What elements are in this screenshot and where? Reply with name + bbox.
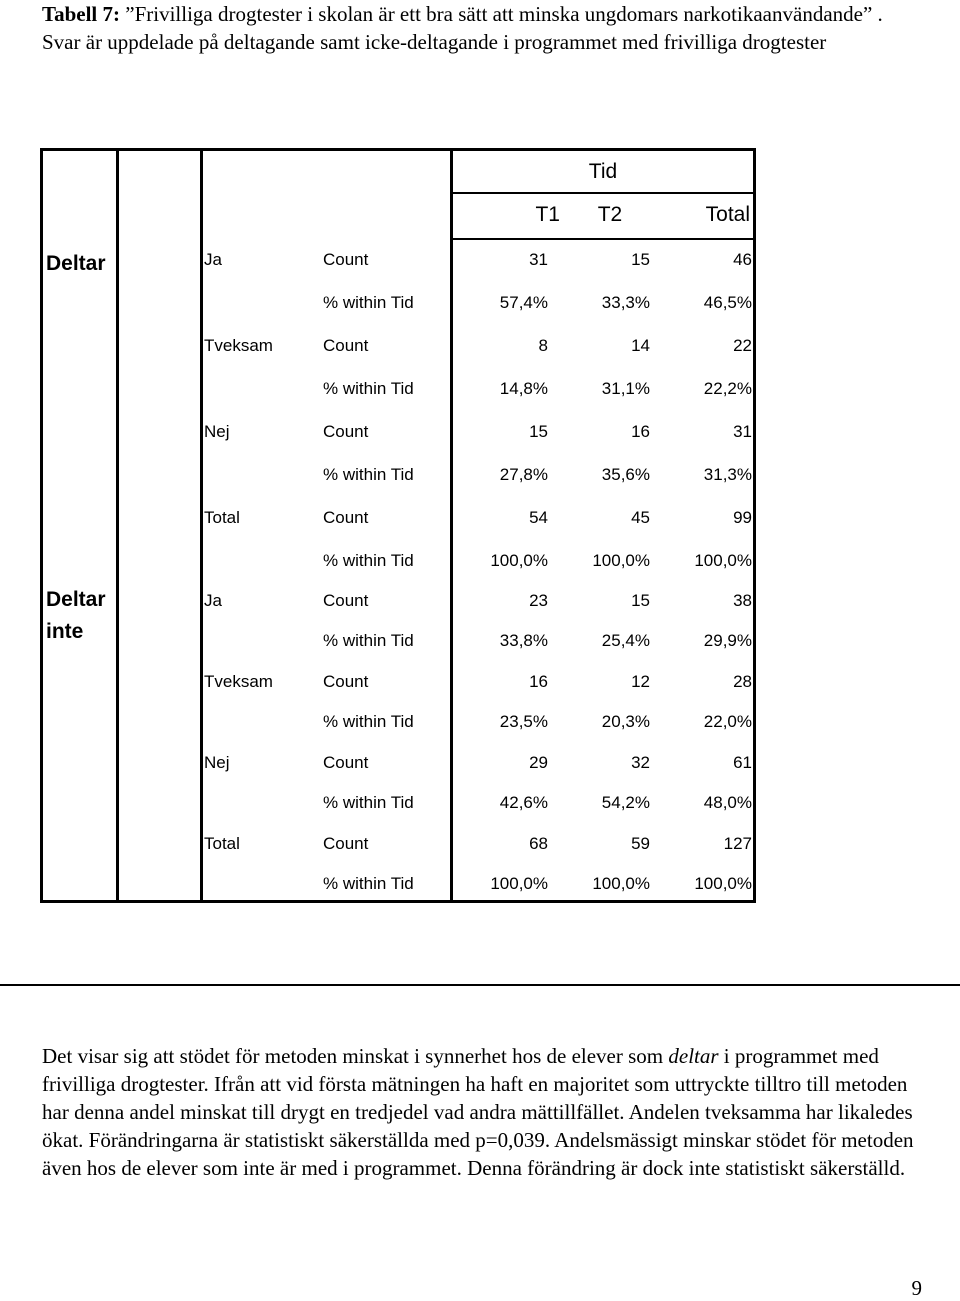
pct-value: 23,5% [499,712,548,731]
count-value: 12 [631,672,650,691]
table-divider-group [116,148,119,903]
count-value: 32 [631,753,650,772]
pct-label: % within Tid [323,379,414,398]
count-label: Count [323,834,369,853]
count-label: Count [323,508,369,527]
count-value: 46 [733,250,752,269]
count-label: Count [323,753,369,772]
table-divider-category [200,148,203,903]
pct-value: 33,8% [499,631,548,650]
count-value: 23 [529,591,548,610]
page-number: 9 [911,1276,922,1300]
category-label: Ja [204,591,222,610]
table-divider-header [450,192,756,194]
pct-value: 27,8% [499,465,548,484]
pct-value: 22,0% [703,712,752,731]
count-value: 59 [631,834,650,853]
crosstab-table [40,148,756,903]
category-label: Tveksam [204,672,273,691]
count-label: Count [323,422,369,441]
count-value: 61 [733,753,752,772]
caption-text: ”Frivilliga drogtester i skolan är ett bra sätt att minska ungdomars narkotikaanvändande” . Svar är uppdelade på deltagande samt icke-deltagande i programmet med frivilliga drogtester [42,2,883,54]
header-t2: T2 [597,203,623,226]
count-value: 45 [631,508,650,527]
pct-value: 100,0% [694,874,752,893]
caption-label: Tabell 7: [42,2,120,26]
pct-label: % within Tid [323,465,414,484]
count-label: Count [323,250,369,269]
pct-value: 42,6% [499,793,548,812]
count-value: 31 [529,250,548,269]
count-value: 28 [733,672,752,691]
pct-label: % within Tid [323,793,414,812]
pct-value: 14,8% [499,379,548,398]
pct-value: 48,0% [703,793,752,812]
pct-value: 100,0% [490,874,548,893]
category-label: Tveksam [204,336,273,355]
group-label: Deltar inte [46,588,106,643]
paragraph-emphasis: deltar [668,1044,719,1068]
paragraph-end: i programmet med frivilliga drogtester. Ifrån att vid första mätningen ha haft en majoritet som uttryckte tilltro till metoden har denna andel minskat till drygt en tredjedel vad andra mättillfället. Andelen tveksamma har likaledes ökat. Förändringarna är statistiskt säkerställda med p=0,039. Andelsmässigt minskar stödet för metoden även hos de elever som inte är med i programmet. Denna förändring är dock inte statistiskt säkerställd. [42,1044,914,1180]
header-t1: T1 [535,203,560,226]
count-value: 8 [538,336,548,355]
horizontal-rule [0,984,960,986]
pct-label: % within Tid [323,631,414,650]
count-label: Count [323,672,369,691]
pct-value: 31,3% [703,465,752,484]
pct-value: 33,3% [601,293,650,312]
count-value: 16 [529,672,548,691]
pct-value: 100,0% [592,551,650,570]
count-label: Count [323,591,369,610]
pct-label: % within Tid [323,551,414,570]
header-tid: Tid [588,160,618,183]
pct-value: 100,0% [490,551,548,570]
count-value: 16 [631,422,650,441]
paragraph-start: Det visar sig att stödet för metoden minskat i synnerhet hos de elever som [42,1044,669,1068]
count-value: 15 [631,250,650,269]
body-paragraph [42,1042,932,1182]
category-label: Nej [204,422,230,441]
pct-value: 31,1% [601,379,650,398]
count-value: 127 [723,834,752,853]
count-value: 22 [733,336,752,355]
group-label: Deltar [46,252,106,275]
count-value: 29 [529,753,548,772]
pct-label: % within Tid [323,874,414,893]
pct-label: % within Tid [323,293,414,312]
pct-value: 57,4% [499,293,548,312]
category-label: Ja [204,250,222,269]
pct-value: 100,0% [592,874,650,893]
pct-value: 54,2% [601,793,650,812]
count-value: 15 [631,591,650,610]
pct-value: 100,0% [694,551,752,570]
count-value: 15 [529,422,548,441]
count-value: 54 [529,508,548,527]
category-label: Nej [204,753,230,772]
pct-value: 20,3% [601,712,650,731]
header-total: Total [705,203,750,226]
category-label: Total [204,508,240,527]
pct-label: % within Tid [323,712,414,731]
count-label: Count [323,336,369,355]
category-label: Total [204,834,240,853]
pct-value: 35,6% [601,465,650,484]
table-divider-subheader [450,238,756,240]
table-caption [42,0,922,56]
pct-value: 46,5% [703,293,752,312]
count-value: 68 [529,834,548,853]
count-value: 99 [733,508,752,527]
count-value: 38 [733,591,752,610]
count-value: 31 [733,422,752,441]
pct-value: 22,2% [703,379,752,398]
pct-value: 29,9% [703,631,752,650]
pct-value: 25,4% [601,631,650,650]
count-value: 14 [631,336,650,355]
